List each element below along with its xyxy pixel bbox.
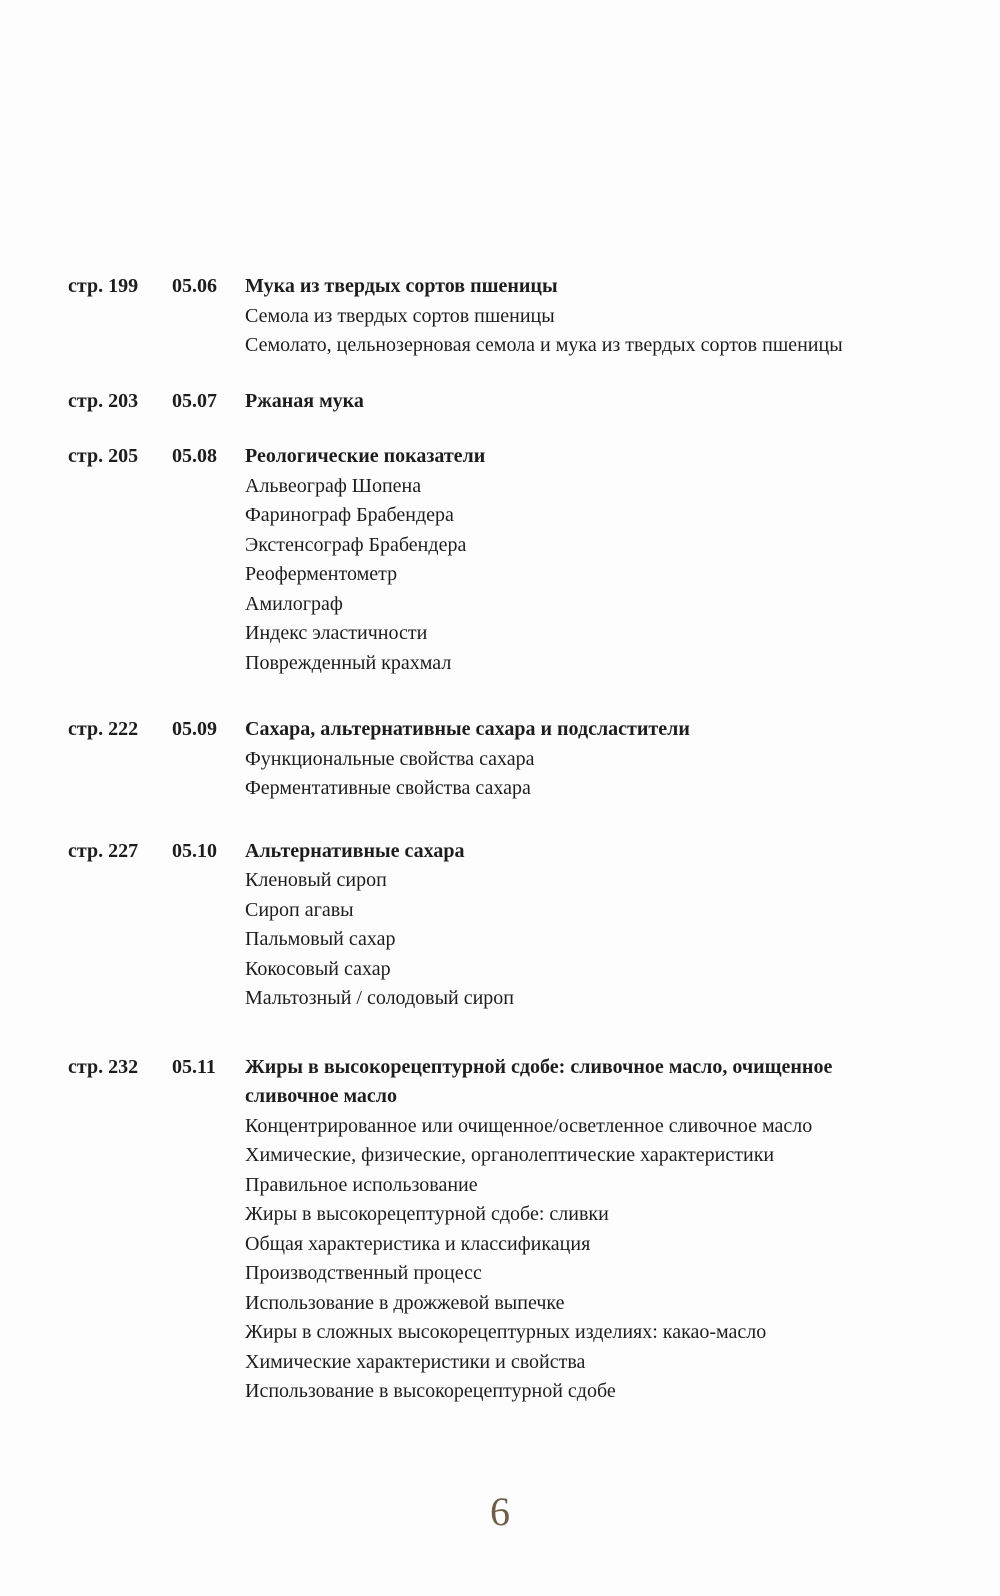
toc-sub-item: Кокосовый сахар [245,957,391,980]
section-code: 05.07 [172,389,217,412]
section-items [245,866,890,1014]
section-items [245,302,890,361]
toc-sub-item: Использование в дрожжевой выпечке [245,1291,565,1314]
toc-sub-item: Жиры в сложных высокорецептурных изделиях: какао-масло [245,1321,767,1343]
section-title: Альтернативные сахара [245,839,465,862]
toc-section [68,272,960,361]
toc-sub-item: Кленовый сироп [245,869,387,891]
section-content [245,837,890,1014]
toc-sub-item: Альвеограф Шопена [245,474,422,497]
section-content [245,1053,890,1407]
toc-section [68,442,960,678]
page-ref: стр. 222 [68,718,139,740]
toc-section [68,387,960,417]
section-title: Ржаная мука [245,389,364,412]
toc-sub-item: Пальмовый сахар [245,928,396,950]
section-code: 05.10 [172,839,217,862]
toc-sub-item: Поврежденный крахмал [245,651,452,674]
toc-sub-item: Общая характеристика и классификация [245,1232,591,1255]
toc-section [68,837,960,1014]
page-ref: стр. 199 [68,275,139,297]
section-title: Сахара, альтернативные сахара и подсластители [245,718,690,740]
toc-list [68,272,960,1407]
section-content [245,272,890,361]
section-code: 05.08 [172,445,217,467]
section-code: 05.09 [172,718,217,740]
page-ref: стр. 227 [68,839,139,862]
toc-sub-item: Правильное использование [245,1173,478,1196]
toc-sub-item: Ферментативные свойства сахара [245,777,531,799]
toc-sub-item: Амилограф [245,592,343,615]
toc-sub-item: Индекс эластичности [245,622,428,644]
page-number: 6 [490,1489,510,1534]
section-content [245,715,890,804]
toc-sub-item: Химические, физические, органолептические характеристики [245,1144,775,1166]
section-items [245,1112,890,1407]
section-content [245,442,890,678]
section-items [245,745,890,804]
toc-sub-item: Концентрированное или очищенное/осветленное сливочное масло [245,1114,813,1137]
section-content [245,387,890,417]
toc-sub-item: Химические характеристики и свойства [245,1350,586,1373]
section-items [245,472,890,679]
toc-sub-item: Использование в высокорецептурной сдобе [245,1380,616,1402]
toc-sub-item: Семола из твердых сортов пшеницы [245,304,555,327]
section-title: Реологические показатели [245,445,486,467]
page-ref: стр. 205 [68,445,139,467]
toc-sub-item: Сироп агавы [245,898,354,921]
toc-sub-item: Мальтозный / солодовый сироп [245,987,515,1009]
toc-sub-item: Экстенсограф Брабендера [245,533,467,556]
section-code: 05.11 [172,1055,216,1078]
page-ref: стр. 232 [68,1055,139,1078]
toc-section [68,715,960,804]
toc-sub-item: Производственный процесс [245,1262,482,1284]
section-code: 05.06 [172,275,217,297]
page-ref: стр. 203 [68,389,139,412]
toc-sub-item: Семолато, цельнозерновая семола и мука из твердых сортов пшеницы [245,334,843,356]
toc-sub-item: Функциональные свойства сахара [245,747,535,770]
section-title: Мука из твердых сортов пшеницы [245,275,558,297]
section-title: Жиры в высокорецептурной сдобе: сливочное масло, очищенное сливочное масло [245,1055,833,1107]
toc-sub-item: Реоферментометр [245,563,398,585]
toc-sub-item: Фаринограф Брабендера [245,504,454,526]
toc-sub-item: Жиры в высокорецептурной сдобе: сливки [245,1203,609,1225]
toc-section [68,1053,960,1407]
